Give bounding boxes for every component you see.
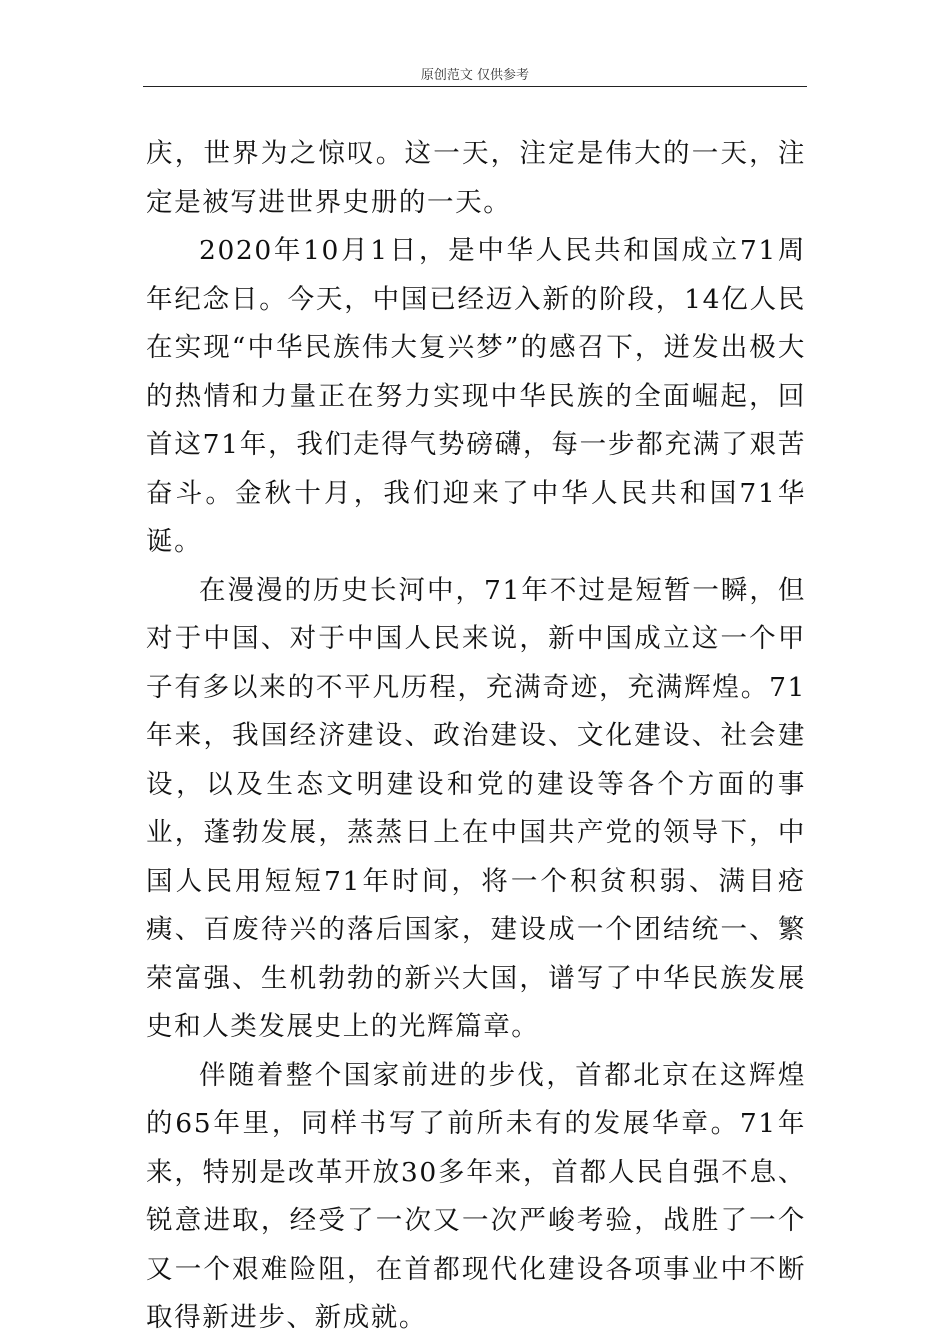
paragraph: 伴随着整个国家前进的步伐，首都北京在这辉煌的65年里，同样书写了前所未有的发展华章。71年来，特别是改革开放30多年来，首都人民自强不息、锐意进取，经受了一次又一次严峻考验，战胜了一个又一个艰难险阻，在首都现代化建设各项事业中不断取得新进步、新成就。 — [146, 1059, 806, 1333]
page-header — [143, 68, 807, 87]
paragraph-continuation: 庆，世界为之惊叹。这一天，注定是伟大的一天，注定是被写进世界史册的一天。 — [146, 138, 806, 218]
document-body — [146, 130, 806, 1343]
paragraph: 2020年10月1日，是中华人民共和国成立71周年纪念日。今天，中国已经迈入新的阶段，14亿人民在实现“中华民族伟大复兴梦”的感召下，迸发出极大的热情和力量正在努力实现中华民族的全面崛起，回首这71年，我们走得气势磅礴，每一步都充满了艰苦奋斗。金秋十月，我们迎来了中华人民共和国71华诞。 — [146, 235, 806, 557]
paragraph: 在漫漫的历史长河中，71年不过是短暂一瞬，但对于中国、对于中国人民来说，新中国成立这一个甲子有多以来的不平凡历程，充满奇迹，充满辉煌。71年来，我国经济建设、政治建设、文化建设、社会建设，以及生态文明建设和党的建设等各个方面的事业，蓬勃发展，蒸蒸日上在中国共产党的领导下，中国人民用短短71年时间，将一个积贫积弱、满目疮痍、百废待兴的落后国家，建设成一个团结统一、繁荣富强、生机勃勃的新兴大国，谱写了中华民族发展史和人类发展史上的光辉篇章。 — [146, 574, 806, 1042]
header-text: 原创范文 仅供参考 — [420, 68, 530, 83]
